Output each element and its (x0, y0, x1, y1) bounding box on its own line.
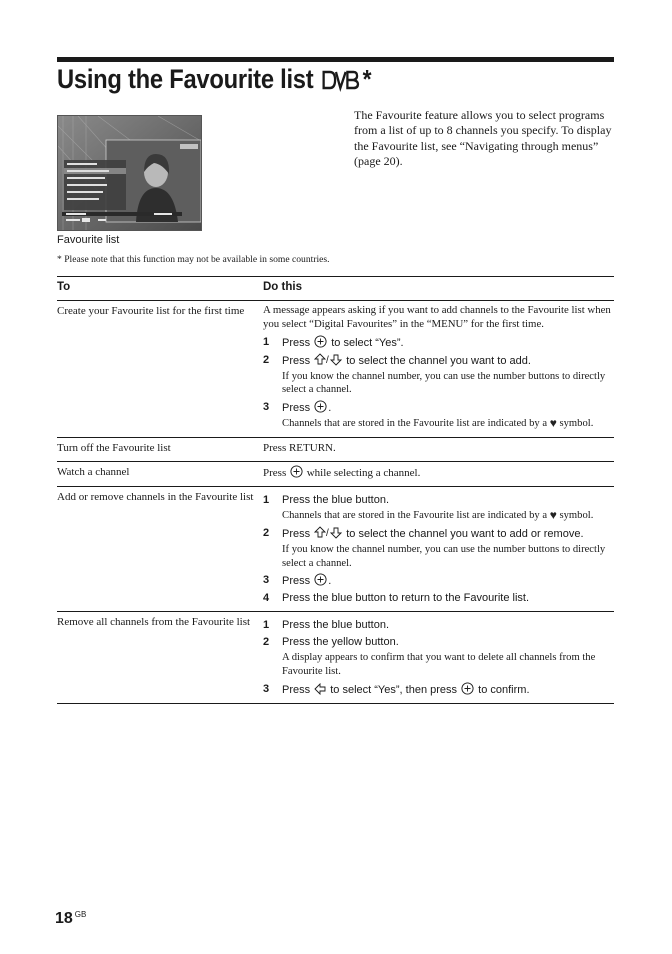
row-task: Remove all channels from the Favourite list (57, 612, 263, 704)
ok-button-icon (314, 335, 327, 348)
ok-button-icon (461, 682, 474, 695)
title-asterisk: * (362, 64, 372, 94)
page-title-text: Using the Favourite list (57, 64, 314, 94)
up-down-arrow-icon (314, 526, 342, 539)
row-task: Add or remove channels in the Favourite list (57, 486, 263, 611)
tv-screen-image (58, 116, 201, 230)
row-instructions (263, 612, 614, 704)
svg-text:/: / (326, 354, 329, 366)
ok-button-icon (314, 400, 327, 413)
page-title (57, 64, 371, 95)
favourite-list-screenshot (57, 115, 202, 231)
left-arrow-icon (314, 683, 326, 695)
table-row (57, 301, 614, 438)
step-note: If you know the channel number, you can use the number buttons to directly select a channel. (282, 543, 606, 569)
heart-icon: ♥ (549, 507, 557, 522)
step-note: A display appears to confirm that you want to delete all channels from the Favourite list. (282, 652, 596, 678)
page-number: 18 $^{GB}$ (55, 910, 87, 927)
column-header-do-this: Do this (263, 277, 614, 301)
row-task: Create your Favourite list for the first time (57, 301, 263, 438)
table-header-row (57, 277, 614, 301)
row-instructions: Press RETURN. (263, 437, 614, 461)
intro-paragraph: The Favourite feature allows you to select programs from a list of up to 8 channels you specify. To display the Favourite list, see “Navigating through menus” (page 20). (354, 108, 612, 169)
step: 4 Press the blue button to return to the Favourite list. (263, 592, 530, 605)
step: 3 Press . (263, 401, 332, 415)
svg-text:/: / (326, 527, 329, 539)
column-header-to: To (57, 277, 263, 301)
favourite-table (57, 276, 614, 704)
heart-icon: ♥ (549, 416, 557, 431)
row-instructions (263, 301, 614, 438)
table-row (57, 486, 614, 611)
table-row (57, 437, 614, 461)
image-caption: Favourite list (57, 234, 120, 246)
step: 3 Press . (263, 574, 332, 588)
region-code: GB (74, 910, 87, 919)
row-lead-text: A message appears asking if you want to add channels to the Favourite list when you select “Digital Favourites” in the “MENU” for the first time. (263, 304, 611, 330)
row-task: Turn off the Favourite list (57, 437, 263, 461)
dvb-logo-icon (322, 68, 362, 92)
step: 2 Press / to select the channel you want to add. (263, 353, 531, 367)
row-task: Watch a channel (57, 461, 263, 486)
ok-button-icon (314, 573, 327, 586)
step-note: Channels that are stored in the Favourite list are indicated by a ♥ symbol. (282, 507, 594, 522)
up-down-arrow-icon (314, 353, 342, 366)
table-row (57, 612, 614, 704)
dvb-logo (322, 64, 371, 95)
step: 1 Press the blue button. (263, 493, 390, 506)
step: 1 Press the blue button. (263, 619, 390, 632)
ok-button-icon (290, 465, 303, 478)
step: 3 Press to select “Yes”, then press to confirm. (263, 682, 530, 696)
step: 2 Press / to select the channel you want to add or remove. (263, 526, 584, 540)
title-rule (57, 57, 614, 62)
row-instructions (263, 486, 614, 611)
step-note: Channels that are stored in the Favourite list are indicated by a ♥ symbol. (282, 416, 594, 431)
step-note: If you know the channel number, you can use the number buttons to directly select a channel. (282, 370, 606, 396)
step: 2 Press the yellow button. (263, 636, 399, 649)
footnote: * Please note that this function may not be available in some countries. (57, 254, 330, 265)
step: 1 Press to select “Yes”. (263, 335, 404, 349)
row-instructions: Press while selecting a channel. (263, 461, 614, 486)
table-row (57, 461, 614, 486)
